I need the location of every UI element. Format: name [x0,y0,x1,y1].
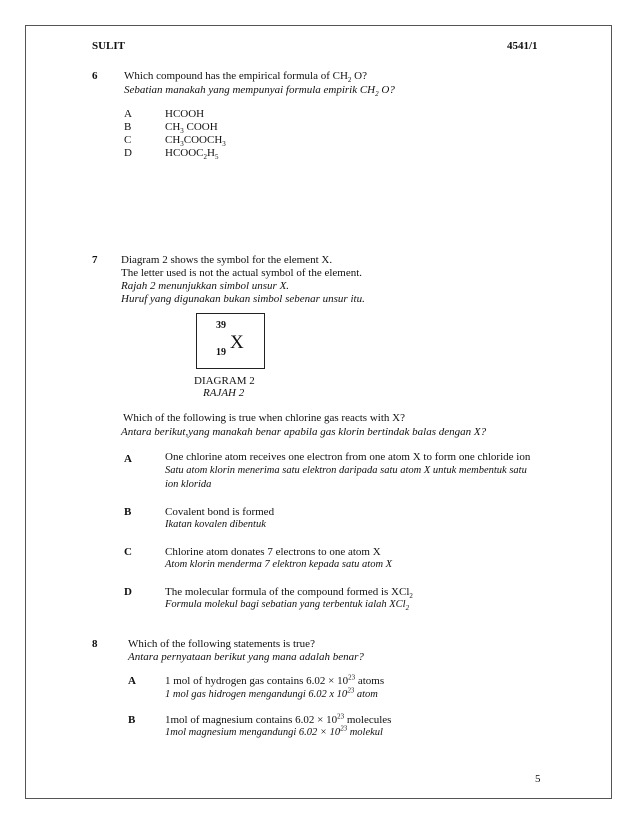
q7-line-4: Huruf yang digunakan bukan simbol sebenar unsur itu. [121,293,365,305]
q8-option-b-letter: B [128,714,136,726]
q6-option-a-text: HCOOH [165,108,205,120]
q7-option-d-letter: D [124,586,132,598]
q8-option-b-en: 1mol of magnesium contains $6.02 \times 10^{23}$ molecules [165,712,392,726]
q7-option-b-ms: Ikatan kovalen dibentuk [165,519,266,530]
diagram-caption-ms: RAJAH 2 [203,387,245,399]
q8-number: 8 [92,638,98,650]
q8-option-a-letter: A [128,675,136,687]
q7-option-c-letter: C [124,546,132,558]
q6-option-b-text: $CH_3$ COOH [165,121,218,136]
q7-stem-en: Which of the following is true when chlorine gas reacts with X? [123,412,405,424]
q7-option-a-ms-2: ion klorida [165,479,212,490]
q7-option-c-ms: Atom klorin menderma 7 elektron kepada satu atom X [165,559,393,570]
q7-number: 7 [92,254,98,266]
q7-option-b-letter: B [124,506,132,518]
q7-option-a-en: One chlorine atom receives one electron from one atom X to form one chloride ion [165,451,531,463]
q7-option-a-letter: A [124,453,132,465]
q7-option-b-en: Covalent bond is formed [165,506,275,518]
q8-option-a-en: 1 mol of hydrogen gas contains $6.02 \times 10^{23}$ atoms [165,673,385,687]
q6-option-d-text: $HCOOC_2H_5$ [165,147,219,162]
header-sulit: SULIT [92,40,126,52]
q7-option-c-en: Chlorine atom donates 7 electrons to one atom X [165,546,381,558]
atomic-number: 19 [216,347,226,358]
header-code: 4541/1 [507,40,538,52]
q8-option-a-ms: 1 mol gas hidrogen mengandungi 6.02 x $10^{23}$ atom [165,686,378,700]
q8-stem-en: Which of the following statements is true? [128,638,315,650]
q6-option-c-text: $CH_3COOCH_3$ [165,134,226,149]
element-symbol: X [230,332,244,353]
q6-option-d-letter: D [124,147,132,159]
q6-option-b-letter: B [124,121,132,133]
q8-option-b-ms: 1mol magnesium mengandungi $6.02 \times 10^{23}$ molekul [165,724,383,738]
q7-option-d-ms: Formula molekul bagi sebatian yang terbentuk ialah XCl$_2$ [165,599,410,613]
q7-stem-ms: Antara berikut,yang manakah benar apabila gas klorin bertindak balas dengan X? [121,426,487,438]
q6-option-c-letter: C [124,134,132,146]
diagram-caption: DIAGRAM 2 [194,375,255,387]
q6-number: 6 [92,70,98,82]
page-number: 5 [535,773,541,785]
q7-line-1: Diagram 2 shows the symbol for the element X. [121,254,333,266]
q6-stem-ms: Sebatian manakah yang mempunyai formula empirik $CH_2$ O? [124,84,395,99]
q6-stem-en: Which compound has the empirical formula of $CH_2$ O? [124,70,367,85]
q6-option-a-letter: A [124,108,132,120]
q8-stem-ms: Antara pernyataan berikut yang mana adalah benar? [128,651,364,663]
mass-number: 39 [216,320,226,331]
q7-line-3: Rajah 2 menunjukkan simbol unsur X. [121,280,290,292]
q7-option-d-en: The molecular formula of the compound formed is XCl$_2$ [165,586,413,601]
q7-line-2: The letter used is not the actual symbol of the element. [121,267,363,279]
q7-option-a-ms: Satu atom klorin menerima satu elektron daripada satu atom X untuk membentuk satu [165,465,527,476]
